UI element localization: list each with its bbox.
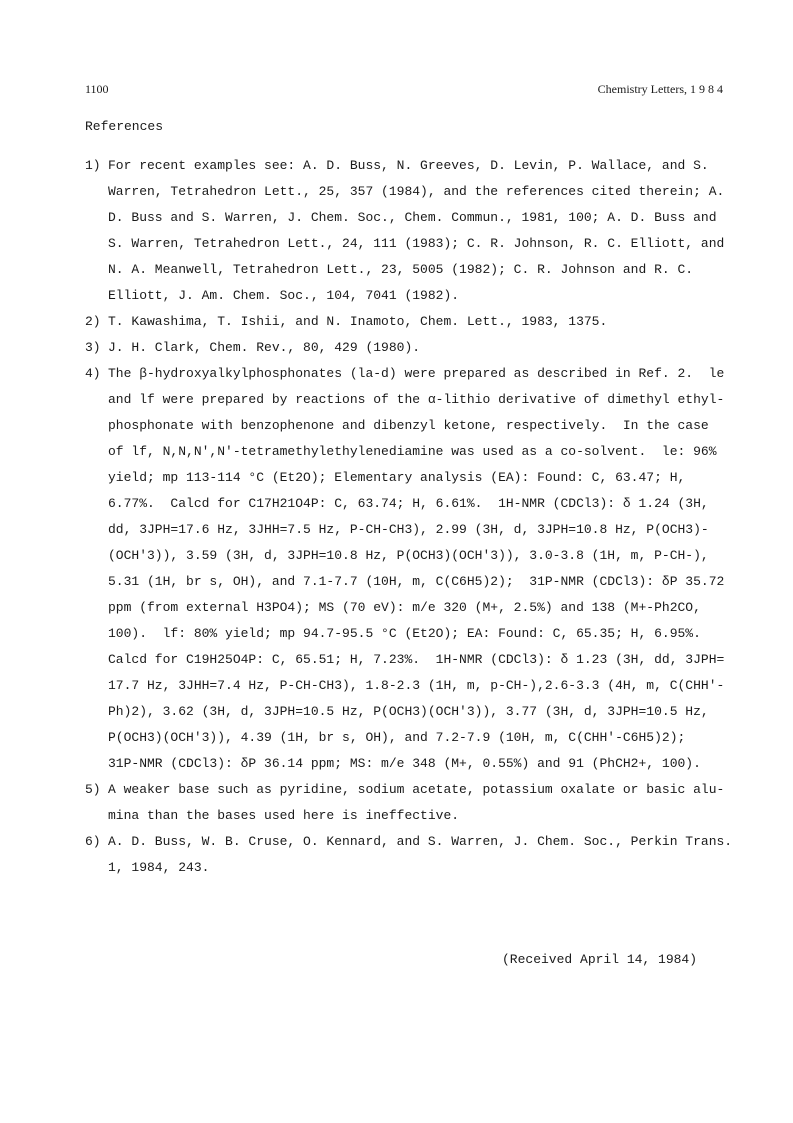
page-number: 1100 xyxy=(85,82,109,96)
reference-line: The β-hydroxyalkylphosphonates (la-d) were prepared as described in Ref. 2. le xyxy=(108,366,725,381)
reference-4 xyxy=(85,361,735,777)
reference-5 xyxy=(85,777,735,829)
reference-3 xyxy=(85,335,735,361)
reference-line: 6.77%. Calcd for C17H21O4P: C, 63.74; H, 6.61%. 1H-NMR (CDCl3): δ 1.24 (3H, xyxy=(108,496,709,511)
journal-header: Chemistry Letters, 1 9 8 4 xyxy=(597,82,723,96)
reference-line: 1, 1984, 243. xyxy=(108,860,210,875)
references-heading: References xyxy=(85,119,164,134)
reference-list xyxy=(85,153,735,881)
reference-line: 5.31 (1H, br s, OH), and 7.1-7.7 (10H, m, C(C6H5)2); 31P-NMR (CDCl3): δP 35.72 xyxy=(108,574,725,589)
reference-line: Elliott, J. Am. Chem. Soc., 104, 7041 (1982). xyxy=(108,288,460,303)
reference-line: P(OCH3)(OCH'3)), 4.39 (1H, br s, OH), and 7.2-7.9 (10H, m, C(CHH'-C6H5)2); xyxy=(108,730,686,745)
reference-line: 31P-NMR (CDCl3): δP 36.14 ppm; MS: m/e 348 (M+, 0.55%) and 91 (PhCH2+, 100). xyxy=(108,756,701,771)
reference-number: 4) xyxy=(85,366,101,381)
reference-line: yield; mp 113-114 °C (Et2O); Elementary analysis (EA): Found: C, 63.47; H, xyxy=(108,470,686,485)
reference-line: Warren, Tetrahedron Lett., 25, 357 (1984), and the references cited therein; A. xyxy=(108,184,725,199)
received-date: (Received April 14, 1984) xyxy=(502,952,698,967)
reference-number: 6) xyxy=(85,834,101,849)
reference-line: A. D. Buss, W. B. Cruse, O. Kennard, and S. Warren, J. Chem. Soc., Perkin Trans. xyxy=(108,834,733,849)
reference-line: 17.7 Hz, 3JHH=7.4 Hz, P-CH-CH3), 1.8-2.3 (1H, m, p-CH-),2.6-3.3 (4H, m, C(CHH'- xyxy=(108,678,725,693)
reference-line: ppm (from external H3PO4); MS (70 eV): m/e 320 (M+, 2.5%) and 138 (M+-Ph2CO, xyxy=(108,600,701,615)
reference-number: 3) xyxy=(85,340,101,355)
reference-line: N. A. Meanwell, Tetrahedron Lett., 23, 5005 (1982); C. R. Johnson and R. C. xyxy=(108,262,694,277)
reference-line: 100). lf: 80% yield; mp 94.7-95.5 °C (Et2O); EA: Found: C, 65.35; H, 6.95%. xyxy=(108,626,701,641)
reference-line: T. Kawashima, T. Ishii, and N. Inamoto, Chem. Lett., 1983, 1375. xyxy=(108,314,608,329)
reference-line: J. H. Clark, Chem. Rev., 80, 429 (1980). xyxy=(108,340,421,355)
reference-line: of lf, N,N,N',N'-tetramethylethylenediamine was used as a co-solvent. le: 96% xyxy=(108,444,717,459)
reference-line: (OCH'3)), 3.59 (3H, d, 3JPH=10.8 Hz, P(OCH3)(OCH'3)), 3.0-3.8 (1H, m, P-CH-), xyxy=(108,548,709,563)
reference-line: S. Warren, Tetrahedron Lett., 24, 111 (1983); C. R. Johnson, R. C. Elliott, and xyxy=(108,236,725,251)
reference-line: D. Buss and S. Warren, J. Chem. Soc., Chem. Commun., 1981, 100; A. D. Buss and xyxy=(108,210,717,225)
reference-line: Ph)2), 3.62 (3H, d, 3JPH=10.5 Hz, P(OCH3)(OCH'3)), 3.77 (3H, d, 3JPH=10.5 Hz, xyxy=(108,704,709,719)
reference-line: Calcd for C19H25O4P: C, 65.51; H, 7.23%. 1H-NMR (CDCl3): δ 1.23 (3H, dd, 3JPH= xyxy=(108,652,725,667)
reference-line: dd, 3JPH=17.6 Hz, 3JHH=7.5 Hz, P-CH-CH3), 2.99 (3H, d, 3JPH=10.8 Hz, P(OCH3)- xyxy=(108,522,709,537)
reference-number: 1) xyxy=(85,158,101,173)
reference-line: A weaker base such as pyridine, sodium acetate, potassium oxalate or basic alu- xyxy=(108,782,725,797)
reference-line: For recent examples see: A. D. Buss, N. Greeves, D. Levin, P. Wallace, and S. xyxy=(108,158,709,173)
reference-6 xyxy=(85,829,735,881)
reference-number: 2) xyxy=(85,314,101,329)
reference-number: 5) xyxy=(85,782,101,797)
reference-line: mina than the bases used here is ineffective. xyxy=(108,808,460,823)
reference-line: phosphonate with benzophenone and dibenzyl ketone, respectively. In the case xyxy=(108,418,709,433)
reference-line: and lf were prepared by reactions of the α-lithio derivative of dimethyl ethyl- xyxy=(108,392,725,407)
reference-1 xyxy=(85,153,735,309)
reference-2 xyxy=(85,309,735,335)
